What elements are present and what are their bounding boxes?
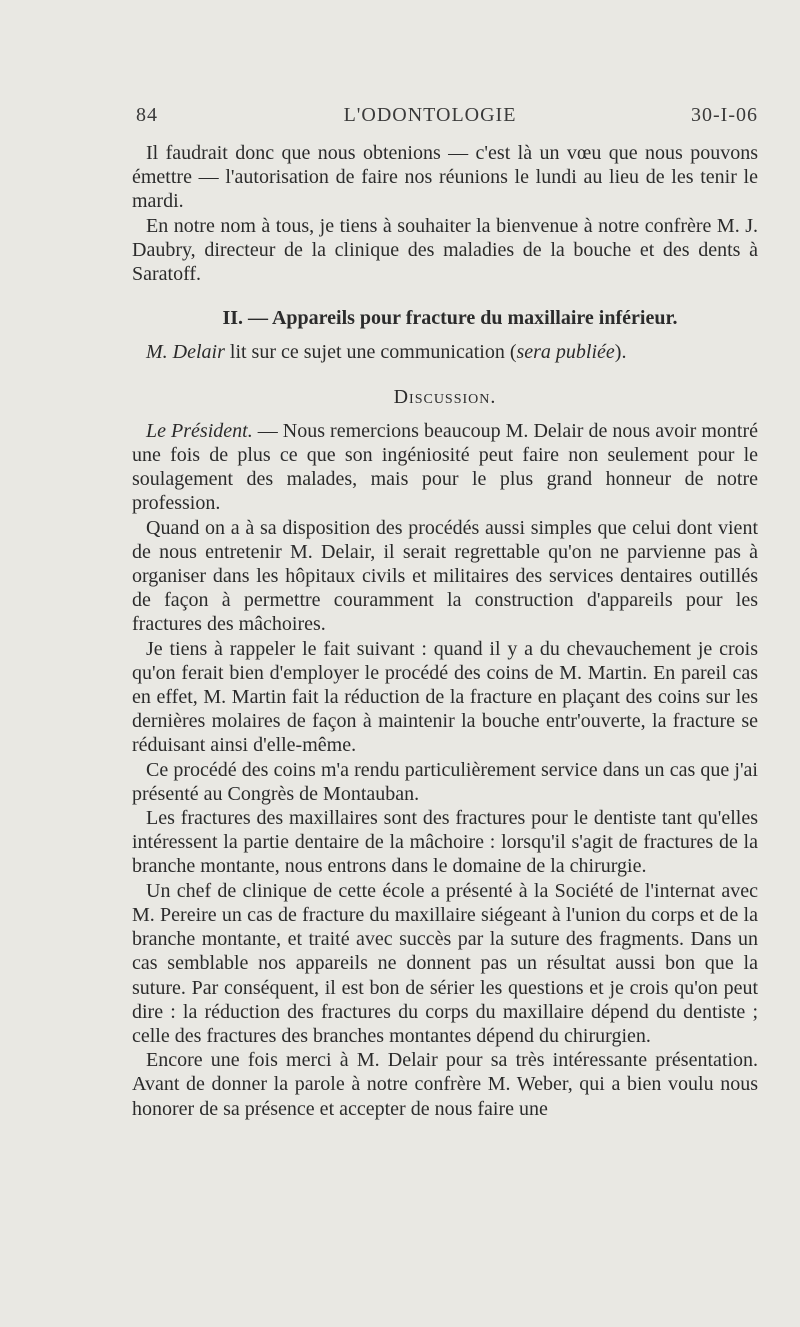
paragraph: En notre nom à tous, je tiens à souhaiter la bienvenue à notre confrère M. J. Daubry, directeur de la clinique des maladies de la bouche et des dents à Saratoff. xyxy=(132,214,758,286)
paragraph: Les fractures des maxillaires sont des fractures pour le dentiste tant qu'elles intéressent la partie dentaire de la mâchoire : lorsqu'il s'agit de fractures de la branche montante, nous entrons dans le domaine de la chirurgie. xyxy=(132,807,758,878)
paragraph: Un chef de clinique de cette école a présenté à la Société de l'internat avec M. Pereire un cas de fracture du maxillaire siégeant à l'union du corps et de la branche montante, et traité avec succès par la suture des fragments. Dans un cas semblable nos appareils ne donnent pas un résultat aussi bon que la suture. Par conséquent, il est bon de sérier les questions et je crois qu'on peut dire : la réduction des fractures du corps du maxillaire dépend du dentiste ; celle des fractures des branches montantes dépend du chirurgien. xyxy=(132,879,758,1047)
journal-title: L'ODONTOLOGIE xyxy=(343,104,517,126)
paragraph-text: lit sur ce sujet une communication ( xyxy=(224,341,517,364)
page-number: 84 xyxy=(136,104,158,126)
paragraph: Il faudrait donc que nous obtenions — c'est là un vœu que nous pouvons émettre — l'autorisation de faire nos réunions le lundi au lieu de les tenir le mardi. xyxy=(132,142,758,213)
paragraph xyxy=(132,419,758,516)
running-head xyxy=(0,104,800,134)
paragraph: Encore une fois merci à M. Delair pour sa très intéressante présentation. Avant de donner la parole à notre confrère M. Weber, qui a bien voulu nous honorer de sa présence et accepter de nous faire une xyxy=(132,1049,758,1120)
paragraph: Quand on a à sa disposition des procédés aussi simples que celui dont vient de nous entretenir M. Delair, il serait regrettable qu'on ne parvienne pas à organiser dans les hôpitaux civils et militaires des services dentaires outillés de façon à permettre couramment la construction d'appareils pour les fractures des mâchoires. xyxy=(132,516,758,636)
paragraph: Je tiens à rappeler le fait suivant : quand il y a du chevauchement je crois qu'on ferait bien d'employer le procédé des coins de M. Martin. En pareil cas en effet, M. Martin fait la réduction de la fracture en plaçant des coins sur les dernières molaires de façon à maintenir la bouche entr'ouverte, la fracture se réduisant ainsi d'elle-même. xyxy=(132,637,758,757)
article-body xyxy=(132,141,758,1121)
section-heading: II. — Appareils pour fracture du maxillaire inférieur. xyxy=(222,307,678,330)
paragraph: Ce procédé des coins m'a rendu particulièrement service dans un cas que j'ai présenté au Congrès de Montauban. xyxy=(132,758,758,805)
publication-note: sera publiée xyxy=(516,341,615,364)
speaker-name: Le Président. xyxy=(146,419,253,442)
paragraph-text: — Nous remercions beaucoup M. Delair de nous avoir montré une fois de plus ce que son ingéniosité peut faire non seulement pour le soulagement des malades, mais pour le plus grand honneur de notre profession. xyxy=(132,419,758,515)
paragraph-end: ). xyxy=(614,341,627,364)
issue-date: 30-I-06 xyxy=(691,104,758,126)
paragraph xyxy=(132,340,758,364)
speaker-name: M. Delair xyxy=(146,341,225,364)
discussion-title: Discussion. xyxy=(393,385,497,408)
